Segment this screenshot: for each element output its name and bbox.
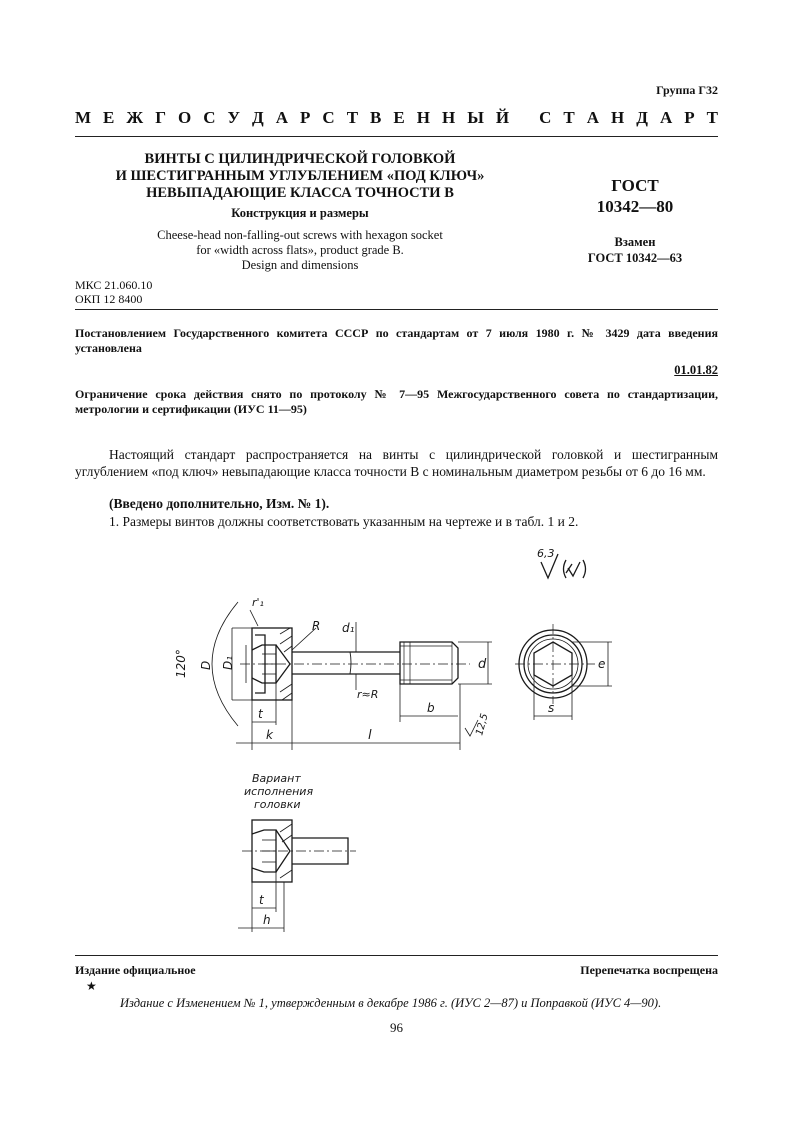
label-D1: D₁ — [221, 655, 235, 670]
label-angle: 120° — [174, 649, 188, 678]
variant-line: Вариант — [252, 772, 301, 785]
group-code: Группа Г32 — [656, 83, 718, 97]
classification-codes — [75, 278, 152, 306]
heading-letter: Й — [495, 108, 510, 127]
heading-letter: Ж — [126, 108, 144, 127]
reprint-prohibited: Перепечатка воспрещена — [580, 963, 718, 977]
heading-letter: Н — [441, 108, 456, 127]
label-r1: r'₁ — [252, 596, 264, 609]
heading-letter: Д — [636, 108, 648, 127]
label-l: l — [368, 728, 372, 743]
heading-letter: Д — [252, 108, 264, 127]
heading-letter: Ы — [467, 108, 484, 127]
heading-letter: Г — [155, 108, 167, 127]
amendment-note: (Введено дополнительно, Изм. № 1). — [109, 496, 330, 511]
heading-letter: А — [659, 108, 673, 127]
english-title-line: for «width across flats», product grade B. — [196, 243, 404, 257]
label-d1: d₁ — [342, 621, 355, 635]
heading-letter: Р — [684, 108, 695, 127]
label-D: D — [199, 660, 213, 670]
screw-side-view — [174, 596, 492, 750]
heading-letter: Е — [393, 108, 405, 127]
heading-letter: С — [203, 108, 216, 127]
gost-label: ГОСТ — [611, 176, 659, 195]
heading-letter: С — [539, 108, 552, 127]
heading-letter: Р — [300, 108, 311, 127]
screw-drawing — [0, 540, 793, 940]
header-rule — [75, 136, 718, 137]
label-s: s — [548, 701, 555, 715]
edition-note: Издание с Изменением № 1, утвержденным в декабре 1986 г. (ИУС 2—87) и Поправкой (ИУС 4—90). — [120, 996, 662, 1010]
label-chamfer: 12,5 — [474, 712, 491, 737]
heading-letter: В — [370, 108, 382, 127]
replaces-label: Взамен — [614, 235, 656, 249]
title-line: ВИНТЫ С ЦИЛИНДРИЧЕСКОЙ ГОЛОВКОЙ — [144, 151, 456, 167]
star-mark: ★ — [86, 979, 97, 993]
english-title — [110, 228, 490, 273]
english-title-line: Design and dimensions — [241, 258, 359, 272]
replaces-value: ГОСТ 10342—63 — [587, 251, 683, 265]
heading-letter: Н — [416, 108, 430, 127]
heading-letter: О — [178, 108, 192, 127]
heading-letter: М — [75, 108, 92, 127]
mks-code: МКС 21.060.10 — [75, 278, 153, 292]
okp-code: ОКП 12 8400 — [75, 292, 143, 306]
heading-letter — [521, 108, 527, 128]
variant-caption — [244, 772, 313, 811]
title-line: И ШЕСТИГРАННЫМ УГЛУБЛЕНИЕМ «ПОД КЛЮЧ» — [115, 168, 485, 184]
label-t-variant: t — [259, 893, 264, 907]
screw-end-view — [515, 624, 612, 720]
heading-letter: А — [586, 108, 600, 127]
heading-letter: С — [322, 108, 335, 127]
heading-letter: Н — [611, 108, 625, 127]
label-R: R — [312, 619, 321, 633]
label-d: d — [478, 657, 487, 672]
label-h: h — [263, 913, 271, 927]
english-title-line: Cheese-head non-falling-out screws with hexagon socket — [157, 228, 443, 242]
heading-letter: Т — [563, 108, 575, 127]
gost-designation — [570, 175, 700, 217]
variant-line: головки — [254, 798, 301, 811]
title-rule — [75, 309, 718, 310]
title-line: НЕВЫПАДАЮЩИЕ КЛАССА ТОЧНОСТИ В — [146, 185, 454, 201]
standard-title — [110, 151, 490, 202]
limitation-text: Ограничение срока действия снято по протоколу № 7—95 Межгосударственного совета по стандартизации, метрологии и сертификации (ИУС 11—95) — [75, 387, 718, 416]
label-k: k — [266, 728, 273, 742]
footer-rule — [75, 955, 718, 956]
official-edition: Издание официальное — [75, 963, 196, 977]
label-r-approx-R: r≈R — [357, 688, 379, 701]
replaces-block — [570, 234, 700, 266]
label-e: e — [598, 657, 606, 671]
scope-paragraph: Настоящий стандарт распространяется на винты с цилиндрической головкой и шестигранным углублением «под ключ» невыпадающие класса точности В с номинальным диаметром резьбы от 6 до 16 мм. — [75, 447, 718, 479]
page-number: 96 — [390, 1020, 403, 1035]
heading-letter: Т — [706, 108, 718, 127]
standard-subtitle: Конструкция и размеры — [231, 206, 369, 220]
heading-letter: Е — [103, 108, 115, 127]
variant-line: исполнения — [244, 785, 314, 798]
roughness-symbol — [537, 547, 586, 578]
gost-number: 10342—80 — [596, 197, 674, 216]
heading-letter: А — [275, 108, 289, 127]
variant-head-view — [238, 820, 356, 932]
heading-letter: У — [227, 108, 241, 127]
interstate-standard-heading — [75, 108, 718, 128]
decree-text: Постановлением Государственного комитета СССР по стандартам от 7 июля 1980 г. № 3429 дата введения установлена — [75, 326, 718, 355]
dimensions-paragraph: 1. Размеры винтов должны соответствовать указанным на чертеже и в табл. 1 и 2. — [109, 514, 579, 529]
heading-letter: Т — [346, 108, 359, 127]
introduction-date: 01.01.82 — [674, 363, 718, 377]
roughness-value: 6,3 — [537, 547, 555, 560]
label-t: t — [258, 707, 263, 721]
label-b: b — [427, 701, 435, 715]
